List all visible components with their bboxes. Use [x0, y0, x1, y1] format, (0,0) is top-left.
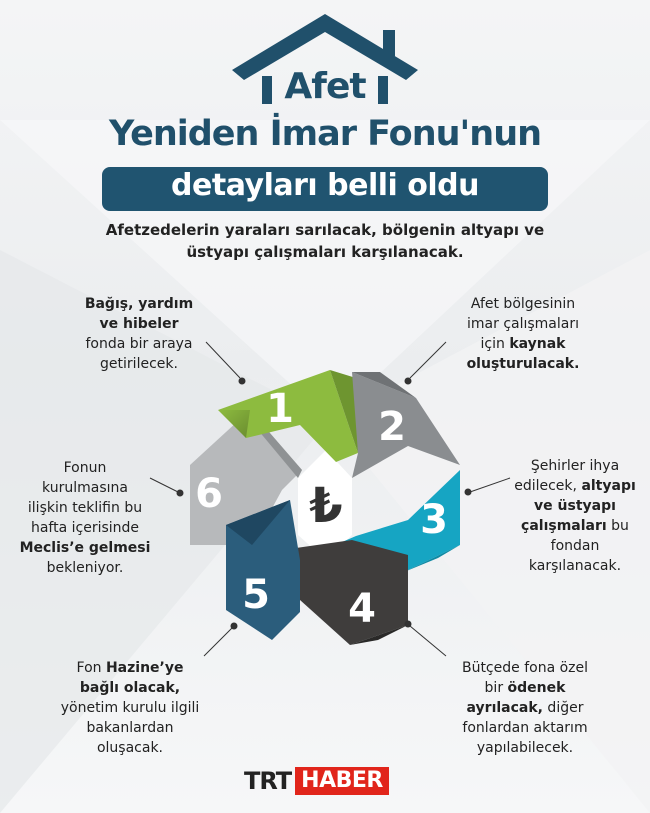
note-6-line2: kurulmasına [42, 480, 128, 496]
logo-trt: TRT [244, 767, 292, 795]
note-3-line5: fondan [550, 538, 600, 554]
note-3-line2b: altyapı [581, 478, 636, 494]
note-2-line4: oluşturulacak. [466, 356, 580, 372]
note-1 [54, 294, 224, 374]
logo-haber: HABER [295, 767, 389, 795]
note-1-line1: Bağış, yardım [84, 296, 194, 312]
segment-2 [352, 372, 460, 478]
header-badge: Afet [284, 66, 366, 107]
segment-1-number: 1 [266, 386, 294, 432]
note-6-line4: hafta içerisinde [30, 520, 140, 536]
segment-5-number: 5 [242, 572, 270, 618]
note-4-line4: fonlardan aktarım [462, 720, 588, 736]
note-2-line1: Afet bölgesinin [470, 296, 576, 312]
note-5-line4: bakanlardan [86, 720, 174, 736]
note-5-line3: yönetim kurulu ilgili [60, 700, 200, 716]
segment-6-number: 6 [195, 471, 223, 517]
lira-icon: ₺ [309, 478, 343, 534]
note-1-line2: ve hibeler [99, 316, 179, 332]
note-4-line3b: diğer [542, 700, 584, 716]
note-3-line4a: çalışmaları [521, 518, 607, 534]
note-6-line6: bekleniyor. [46, 560, 124, 576]
note-4 [430, 658, 620, 758]
note-6-line5: Meclis’e gelmesi [19, 540, 151, 556]
note-2-line3b: kaynak [509, 336, 566, 352]
note-1-line4: getirilecek. [100, 356, 178, 372]
note-2-line3a: için [480, 336, 510, 352]
note-5-line1a: Fon [76, 660, 106, 676]
note-2-line2: imar çalışmaları [467, 316, 579, 332]
note-4-line2a: bir [484, 680, 508, 696]
page-title: Yeniden İmar Fonu'nun [108, 114, 542, 154]
note-3-line1: Şehirler ihya [530, 458, 620, 474]
note-6-line3: ilişkin teklifin bu [27, 500, 143, 516]
subtitle-line1: Afetzedelerin yaraları sarılacak, bölgenin altyapı ve [105, 221, 545, 239]
segment-2-number: 2 [378, 404, 406, 450]
segment-4-number: 4 [348, 586, 376, 632]
segment-3-number: 3 [420, 497, 448, 543]
note-5-line2: bağlı olacak, [79, 680, 181, 696]
note-3 [500, 456, 650, 576]
note-5 [30, 658, 230, 758]
note-5-line1b: Hazine’ye [105, 660, 184, 676]
trt-haber-logo [244, 766, 389, 796]
note-5-line5: oluşacak. [96, 740, 164, 756]
note-4-line3a: ayrılacak, [466, 700, 543, 716]
note-3-line4b: bu [606, 518, 629, 534]
note-3-line2a: edilecek, [514, 478, 582, 494]
page-title-line2: detayları belli oldu [171, 168, 479, 203]
note-2 [438, 294, 608, 374]
note-4-line1: Bütçede fona özel [461, 660, 589, 676]
note-1-line3: fonda bir araya [85, 336, 193, 352]
note-4-line2b: ödenek [507, 680, 566, 696]
subtitle-line2: üstyapı çalışmaları karşılanacak. [186, 243, 464, 261]
note-3-line3: ve üstyapı [534, 498, 616, 514]
note-6 [10, 458, 160, 578]
note-3-line6: karşılanacak. [528, 558, 622, 574]
note-4-line5: yapılabilecek. [476, 740, 574, 756]
note-6-line1: Fonun [63, 460, 107, 476]
